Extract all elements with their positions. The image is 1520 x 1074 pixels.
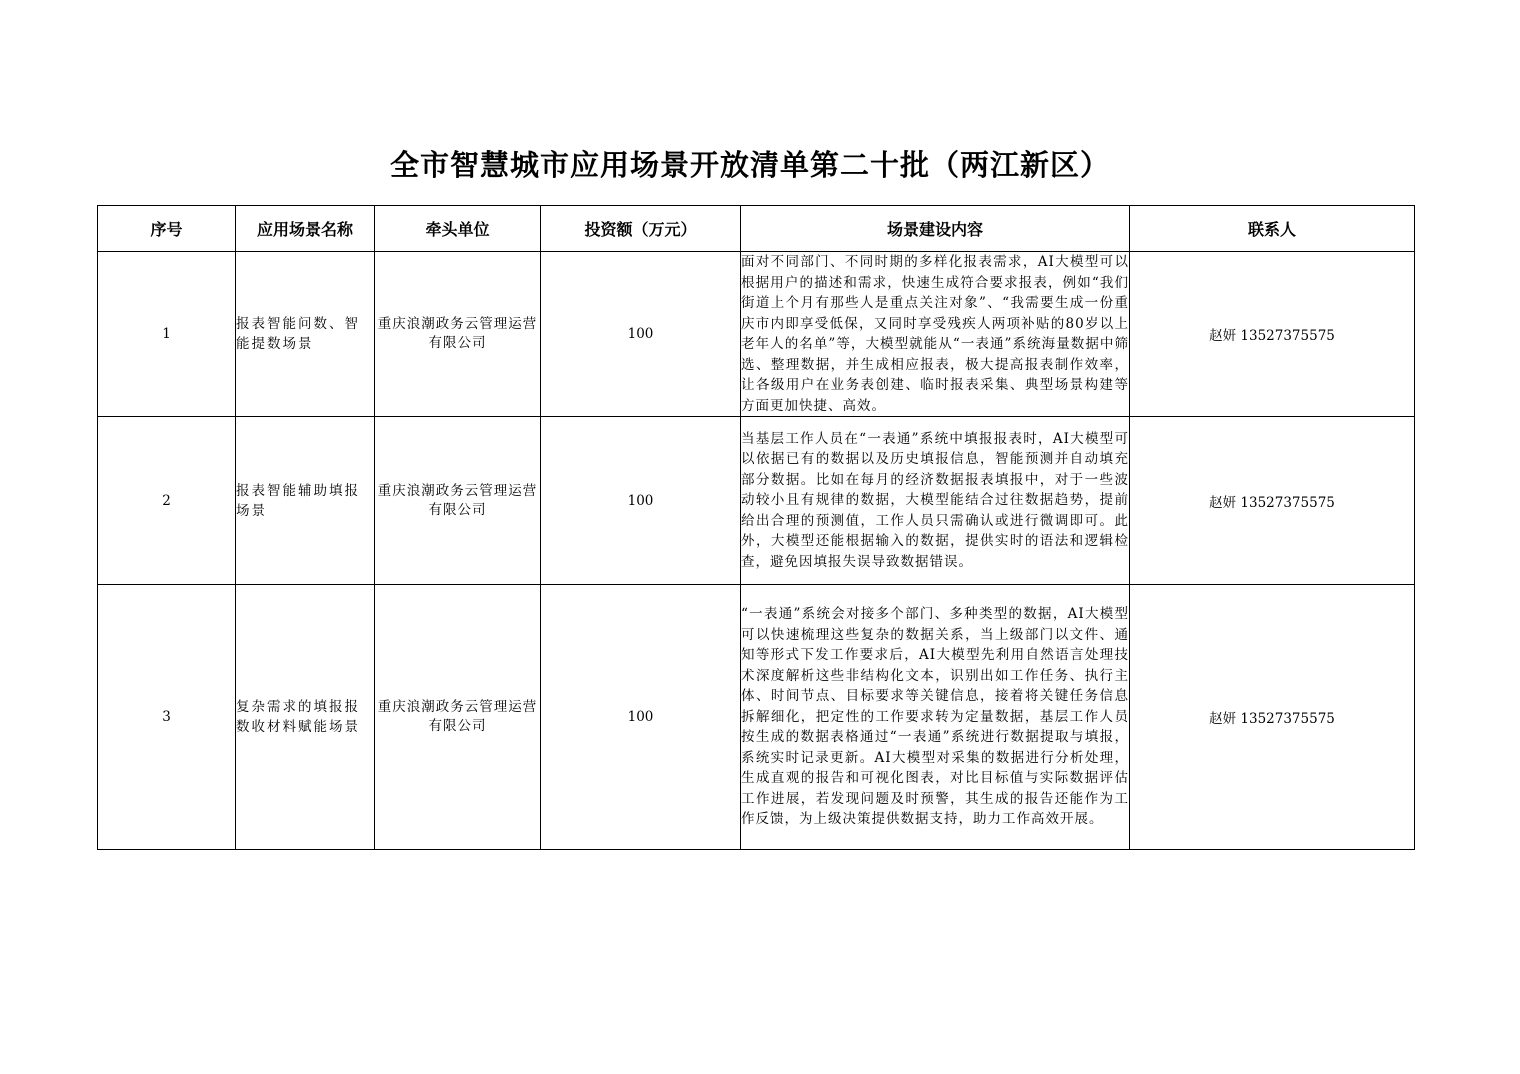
cell-contact: 赵妍 13527375575 [1130, 252, 1415, 417]
cell-index: 2 [98, 417, 236, 585]
cell-contact: 赵妍 13527375575 [1130, 585, 1415, 850]
table-row [98, 252, 1415, 417]
cell-content: 当基层工作人员在“一表通”系统中填报报表时，AI大模型可以依据已有的数据以及历史填报信息，智能预测并自动填充部分数据。比如在每月的经济数据报表填报中，对于一些波动较小且有规律的数据，大模型能结合过往数据趋势，提前给出合理的预测值，工作人员只需确认或进行微调即可。此外，大模型还能根据输入的数据，提供实时的语法和逻辑检查，避免因填报失误导致数据错误。 [741, 417, 1130, 585]
table-row [98, 417, 1415, 585]
column-header-scene-name: 应用场景名称 [236, 206, 375, 252]
cell-investment: 100 [541, 585, 741, 850]
cell-investment: 100 [541, 252, 741, 417]
cell-content: “一表通”系统会对接多个部门、多种类型的数据，AI大模型可以快速梳理这些复杂的数据关系，当上级部门以文件、通知等形式下发工作要求后，AI大模型先利用自然语言处理技术深度解析这些非结构化文本，识别出如工作任务、执行主体、时间节点、目标要求等关键信息，接着将关键任务信息拆解细化，把定性的工作要求转为定量数据，基层工作人员按生成的数据表格通过“一表通”系统进行数据提取与填报，系统实时记录更新。AI大模型对采集的数据进行分析处理，生成直观的报告和可视化图表，对比目标值与实际数据评估工作进展，若发现问题及时预警，其生成的报告还能作为工作反馈，为上级决策提供数据支持，助力工作高效开展。 [741, 585, 1130, 850]
column-header-lead-unit: 牵头单位 [375, 206, 541, 252]
cell-investment: 100 [541, 417, 741, 585]
cell-lead-unit: 重庆浪潮政务云管理运营有限公司 [375, 417, 541, 585]
table-row [98, 585, 1415, 850]
cell-scene-name: 复杂需求的填报报数收材料赋能场景 [236, 585, 375, 850]
column-header-index: 序号 [98, 206, 236, 252]
scene-list-table [97, 205, 1415, 850]
column-header-investment: 投资额（万元） [541, 206, 741, 252]
cell-lead-unit: 重庆浪潮政务云管理运营有限公司 [375, 252, 541, 417]
table-header-row [98, 206, 1415, 252]
cell-content: 面对不同部门、不同时期的多样化报表需求，AI大模型可以根据用户的描述和需求，快速生成符合要求报表，例如“我们街道上个月有那些人是重点关注对象”、“我需要生成一份重庆市内即享受低保，又同时享受残疾人两项补贴的80岁以上老年人的名单”等，大模型就能从“一表通”系统海量数据中筛选、整理数据，并生成相应报表，极大提高报表制作效率，让各级用户在业务表创建、临时报表采集、典型场景构建等方面更加快捷、高效。 [741, 252, 1130, 417]
cell-index: 1 [98, 252, 236, 417]
column-header-content: 场景建设内容 [741, 206, 1130, 252]
column-header-contact: 联系人 [1130, 206, 1415, 252]
cell-scene-name: 报表智能问数、智能提数场景 [236, 252, 375, 417]
cell-lead-unit: 重庆浪潮政务云管理运营有限公司 [375, 585, 541, 850]
page-title: 全市智慧城市应用场景开放清单第二十批（两江新区） [389, 148, 1110, 182]
cell-scene-name: 报表智能辅助填报场景 [236, 417, 375, 585]
cell-index: 3 [98, 585, 236, 850]
cell-contact: 赵妍 13527375575 [1130, 417, 1415, 585]
